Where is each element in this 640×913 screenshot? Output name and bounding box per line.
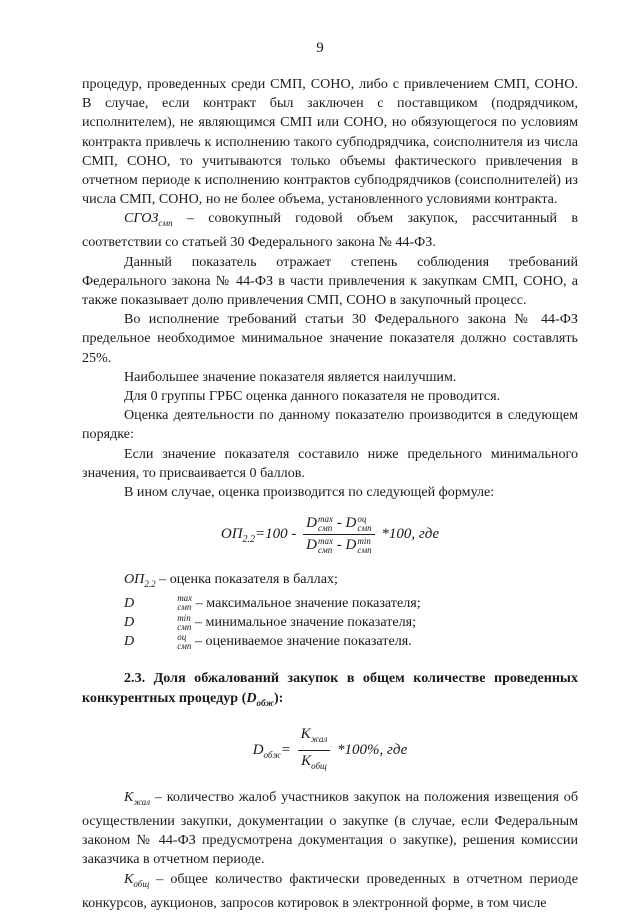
paragraph-group-zero: Для 0 группы ГРБС оценка данного показателя не проводится. bbox=[124, 388, 501, 405]
paragraph-minimum-value: Во исполнение требований статьи 30 Федерального закона № 44-ФЗ предельное необходимое минимальное значение показателя должно составлять 25%. bbox=[82, 311, 578, 366]
formula-dobzh: $D_{обж}=$ $\frac{K_{жал}}{K_{общ}}$ *100%, где bbox=[82, 725, 578, 776]
paragraph-indicator-meaning: Данный показатель отражает степень соблюдения требований Федерального закона № 44-ФЗ в части привлечения к закупкам СМП, СОНО, а также показывает долю привлечения СМП, СОНО в закупочный процесс. bbox=[82, 253, 578, 309]
definition-d-oc: D оц смп – оцениваемое значение показателя. bbox=[124, 631, 412, 651]
definition-d-max: D max смп – максимальное значение показателя; bbox=[124, 593, 421, 613]
definition-sgoz: $СГОЗ_{смп}$ – совокупный годовой объем закупок, рассчитанный в соответствии со статьей 30 Федерального закона № 44-ФЗ. bbox=[82, 210, 578, 251]
definition-kzhal: $K_{жал}$ – количество жалоб участников закупок на положения извещения об осуществлении закупки, документации о закупке (в случае, если Федеральным законом № 44-ФЗ предусмотрена документация о закупке), решения комиссии заказчика в отчетном периоде. bbox=[82, 788, 578, 868]
paragraph-formula-intro: В ином случае, оценка производится по следующей формуле: bbox=[124, 484, 495, 501]
paragraph-best-value: Наибольшее значение показателя является наилучшим. bbox=[124, 368, 457, 385]
document-body bbox=[82, 75, 578, 913]
paragraph-zero-points: Если значение показателя составило ниже предельного минимального значения, то присваивается 0 баллов. bbox=[82, 445, 578, 481]
section-heading-2-3: 2.3. Доля обжалований закупок в общем количестве проведенных конкурентных процедур $(D_{обж})$: bbox=[82, 670, 578, 708]
sgoz-symbol: $СГОЗ_{смп}$ bbox=[124, 210, 173, 229]
formula-dobzh-fraction: $\frac{K_{жал}}{K_{общ}}$ bbox=[298, 725, 331, 776]
definition-op22: $ОП_{2.2}$ – оценка показателя в баллах; bbox=[124, 570, 338, 589]
paragraph-evaluation-order: Оценка деятельности по данному показателю производится в следующем порядке: bbox=[82, 407, 578, 443]
formula-op22-fraction: D max смп - D оц смп D max смп - D min смп bbox=[303, 514, 374, 555]
definition-kobsh: $K_{общ}$ – общее количество фактически проведенных в отчетном периоде конкурсов, аукционов, запросов котировок в электронной форме, в том числе bbox=[82, 870, 578, 911]
formula-op22: $ОП_{2.2}=100$ - D max смп - D оц смп D max смп - D min смп *100, где bbox=[220, 513, 440, 556]
page-number: 9 bbox=[316, 40, 324, 56]
definition-d-min: D min смп – минимальное значение показателя; bbox=[124, 612, 417, 632]
paragraph-smp-procedures: процедур, проведенных среди СМП, СОНО, либо с привлечением СМП, СОНО. В случае, если контракт был заключен с поставщиком (подрядчиком, исполнителем), не являющимся СМП или СОНО, но обязующегося по условиям контракта привлечь к исполнению такого субподрядчика, соисполнителя из числа СМП, СОНО, то учитываются только объемы фактического привлечения в отчетном периоде к исполнению контрактов субподрядчиков (соисполнителей) из числа СМП, СОНО, но не более объема, установленного условиями контракта. bbox=[82, 76, 578, 208]
